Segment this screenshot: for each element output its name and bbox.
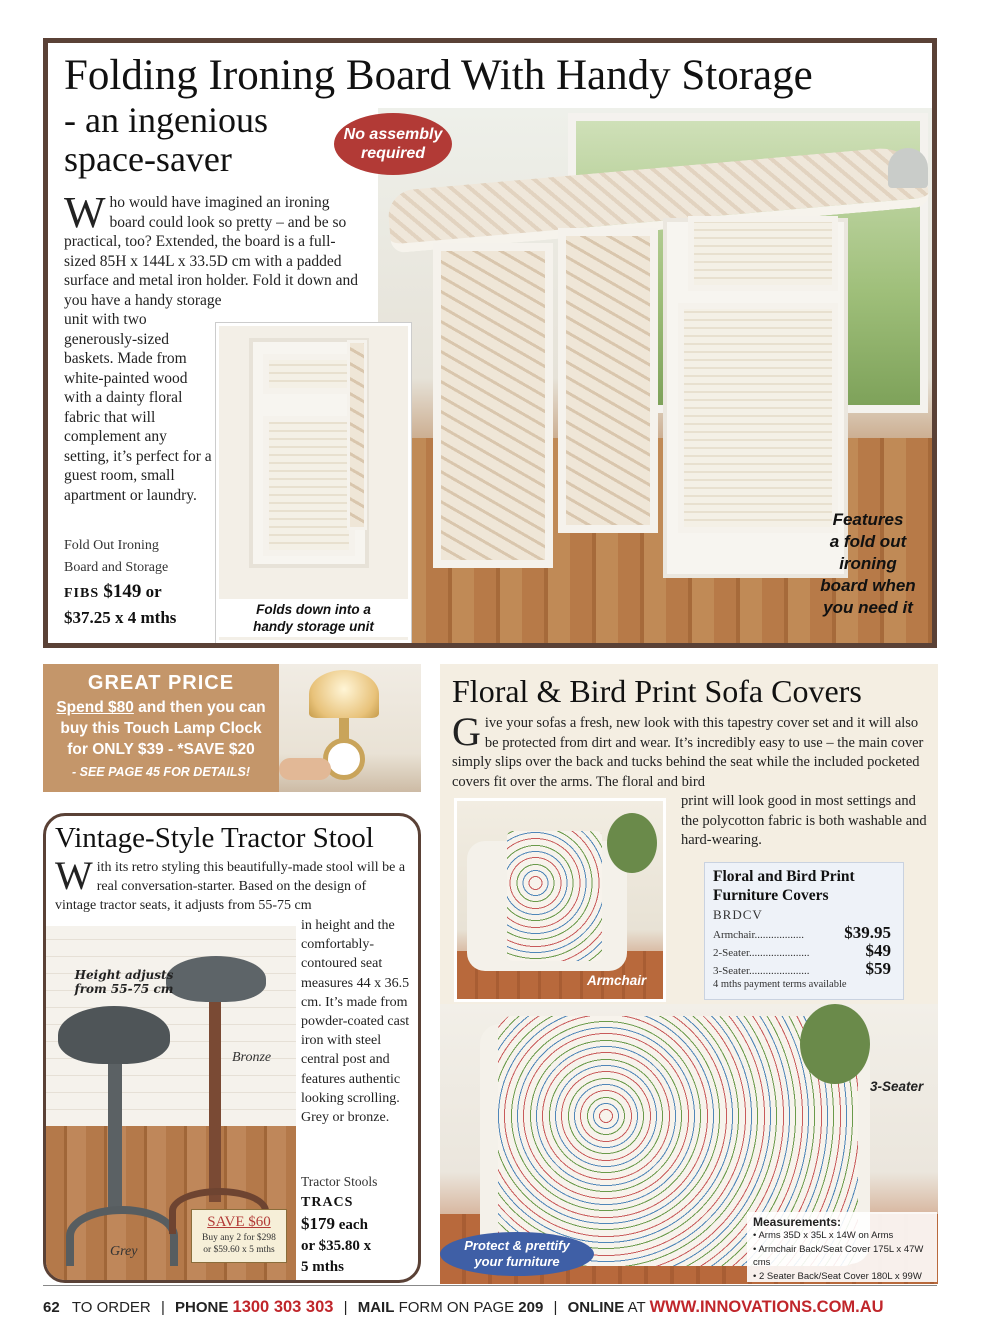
website-link[interactable]: WWW.INNOVATIONS.COM.AU <box>649 1298 884 1316</box>
online-label: ONLINE <box>567 1299 625 1316</box>
stool-price <box>301 1192 416 1278</box>
product-line-1: Fold Out Ironing <box>64 538 159 553</box>
page-number: 62 <box>43 1299 60 1316</box>
stool-description-column: in height and the comfortably-contoured seat measures 44 x 36.5 cm. It’s made from powder-coated cast iron with steel central post and features authentic looking scrolling. Grey or bronze. <box>301 918 410 1126</box>
bronze-post <box>209 1002 221 1202</box>
grey-seat <box>58 1006 170 1064</box>
row-label: Armchair <box>713 929 755 941</box>
sofa-plant <box>800 1004 870 1084</box>
great-price-text <box>43 670 279 782</box>
phone-number[interactable]: 1300 303 303 <box>232 1298 334 1316</box>
top-basket <box>688 216 838 291</box>
iron <box>888 148 928 188</box>
badge-line-2: required <box>360 145 425 162</box>
three-seater-label: 3-Seater <box>870 1079 924 1094</box>
grey-post <box>108 1064 122 1214</box>
save-line-2: or $59.60 x 5 mths <box>203 1245 275 1255</box>
to-order-label: TO ORDER <box>71 1299 151 1316</box>
card-title-line-2: Furniture Covers <box>713 887 829 904</box>
badge-line-1: No assembly <box>343 126 443 143</box>
ironing-product-name <box>64 535 234 579</box>
row-price: $59 <box>865 959 891 978</box>
product-line-2: Board and Storage <box>64 560 169 575</box>
description-wide: ho would have imagined an ironing board could look so pretty – and be so practical, too? Extended, the board is a full-sized 85H x 144L x 33.5D cm with a padded surface and metal iron holder. Fold it down and you have a handy storage <box>64 194 359 309</box>
see-page-link: - SEE PAGE 45 FOR DETAILS! <box>71 765 251 779</box>
height-label-line-1: Height adjusts <box>74 968 174 982</box>
ironing-subtitle <box>64 101 354 179</box>
bottom-basket <box>678 303 838 533</box>
stool-installment-2: 5 mths <box>301 1259 344 1275</box>
spend-amount: Spend $80 <box>56 699 134 716</box>
inset-top-basket <box>263 354 355 394</box>
sofa-description-indent: print will look good in most settings and the polycotton fabric is both washable and hard-wearing. <box>681 793 927 848</box>
features-line-2: a fold out <box>829 532 907 551</box>
dropcap: W <box>64 188 106 237</box>
grey-label: Grey <box>110 1244 138 1259</box>
armchair-cover <box>507 831 602 961</box>
sofa-description-wide: ive your sofas a fresh, new look with this tapestry cover set and it will also be protected from dirt and wear. It’s incredibly easy to use – the main cover simply slips over the back and tucks behind the seat while the included pocketed covers fit over the arms. The floral and bird <box>452 715 924 790</box>
height-adjust-label <box>74 968 174 996</box>
protect-badge <box>440 1232 594 1276</box>
inset-caption-line-2: handy storage unit <box>253 619 374 634</box>
row-dots: .................. <box>754 929 805 941</box>
card-code: BRDCV <box>713 907 763 922</box>
installment: $37.25 x 4 mths <box>64 608 177 627</box>
price-or: or <box>145 582 162 601</box>
bronze-seat <box>166 956 266 1002</box>
great-price-body <box>43 697 279 760</box>
stool-description <box>55 853 410 915</box>
features-line-1: Features <box>832 510 904 529</box>
footer-divider <box>43 1285 937 1286</box>
stool-price-value: $179 <box>301 1214 335 1233</box>
tractor-stool-section <box>43 813 421 1283</box>
price-row-3-seater <box>713 959 891 979</box>
inset-folded-board <box>347 340 367 530</box>
stool-code: TRACS <box>301 1195 354 1210</box>
sofa-title: Floral & Bird Print Sofa Covers <box>452 673 862 709</box>
save-offer-box <box>191 1209 287 1263</box>
save-line-1: Buy any 2 for $298 <box>202 1233 276 1243</box>
price-row-2-seater <box>713 941 891 961</box>
measurements-box <box>747 1212 937 1282</box>
row-price: $49 <box>865 941 891 960</box>
ironing-price <box>64 580 234 630</box>
dropcap: G <box>452 709 481 754</box>
armchair-label: Armchair <box>587 973 647 988</box>
great-price-banner[interactable] <box>43 664 421 792</box>
folded-storage-inset-photo <box>216 323 411 643</box>
payment-terms: 4 mths payment terms available <box>713 979 847 990</box>
online-at: AT <box>627 1299 646 1316</box>
lamp-shade <box>309 670 379 718</box>
inset-bottom-basket <box>263 416 355 556</box>
phone-label: PHONE <box>175 1299 229 1316</box>
ironing-board-section <box>43 38 937 648</box>
touch-lamp-clock-photo <box>279 664 421 792</box>
hand <box>279 758 331 780</box>
great-line-2: buy this Touch Lamp Clock <box>60 720 262 737</box>
protect-line-1: Protect & prettify <box>464 1238 570 1253</box>
stool-title: Vintage-Style Tractor Stool <box>55 822 374 854</box>
description-narrow: unit with two generously-sized baskets. Made from white-painted wood with a dainty floral fabric that will complement any setting, it’s perfect for a guest room, small apartment or laundry. <box>64 311 212 504</box>
card-title-line-1: Floral and Bird Print <box>713 868 855 885</box>
save-details <box>192 1232 286 1256</box>
great-price-title: GREAT PRICE <box>87 672 235 694</box>
fold-panel-middle <box>558 228 658 533</box>
height-label-line-2: from 55-75 cm <box>74 982 174 996</box>
great-line-3a: for ONLY $39 - <box>67 741 178 758</box>
armchair-plant <box>607 813 657 873</box>
measurements-title: Measurements: <box>753 1215 842 1229</box>
order-footer: 62 TO ORDER | PHONE 1300 303 303 | MAIL FORM ON PAGE 209 | ONLINE AT WWW.INNOVATIONS.COM.AU <box>43 1298 884 1316</box>
armchair-photo <box>454 798 666 1002</box>
mail-page: 209 <box>518 1299 544 1316</box>
subtitle-line-1: - an ingenious <box>64 100 268 140</box>
great-line-1: and then you can <box>133 699 266 716</box>
sofa-covers-section <box>440 664 938 1284</box>
product-code: FIBS <box>64 586 100 601</box>
mail-text: FORM ON PAGE <box>398 1299 515 1316</box>
measurement-item: • Arms 35D x 35L x 14W on Arms <box>753 1230 894 1241</box>
row-dots: ...................... <box>749 947 810 959</box>
sofa-price-card <box>704 862 904 1000</box>
save-title: SAVE $60 <box>207 1214 271 1230</box>
row-label: 2-Seater <box>713 947 750 959</box>
lamp-stem <box>339 718 349 740</box>
features-line-4: board when <box>820 576 916 595</box>
measurement-item: • 2 Seater Back/Seat Cover 180L x 99W <box>753 1270 922 1282</box>
price: $149 <box>103 581 142 602</box>
mail-label: MAIL <box>357 1299 395 1316</box>
features-line-3: ironing <box>839 554 897 573</box>
price-row-armchair <box>713 923 891 943</box>
subtitle-line-2: space-saver <box>64 139 232 179</box>
row-label: 3-Seater <box>713 965 750 977</box>
bronze-label: Bronze <box>232 1050 272 1065</box>
features-callout <box>793 509 937 619</box>
stool-description-wide: ith its retro styling this beautifully-made stool will be a real conversation-starter. Based on the design of vintage tractor seats, it adjusts from 55-75 cm <box>55 860 406 913</box>
row-dots: ...................... <box>749 965 810 977</box>
inset-caption <box>216 599 411 637</box>
stool-installment-1: or $35.80 x <box>301 1238 372 1254</box>
save-amount: *SAVE $20 <box>177 741 255 758</box>
inset-caption-line-1: Folds down into a <box>256 602 371 617</box>
features-line-5: you need it <box>823 598 913 617</box>
stool-each: each <box>338 1217 368 1233</box>
row-price: $39.95 <box>844 923 891 942</box>
dropcap: W <box>55 853 93 898</box>
measurement-item: • Armchair Back/Seat Cover 175L x 47W cms <box>753 1243 924 1268</box>
fold-panel-left <box>433 243 553 568</box>
card-title <box>713 867 901 905</box>
ironing-title: Folding Ironing Board With Handy Storage <box>64 52 813 99</box>
protect-line-2: your furniture <box>474 1254 560 1269</box>
stool-product-name: Tractor Stools <box>301 1174 378 1189</box>
no-assembly-badge <box>334 113 452 175</box>
